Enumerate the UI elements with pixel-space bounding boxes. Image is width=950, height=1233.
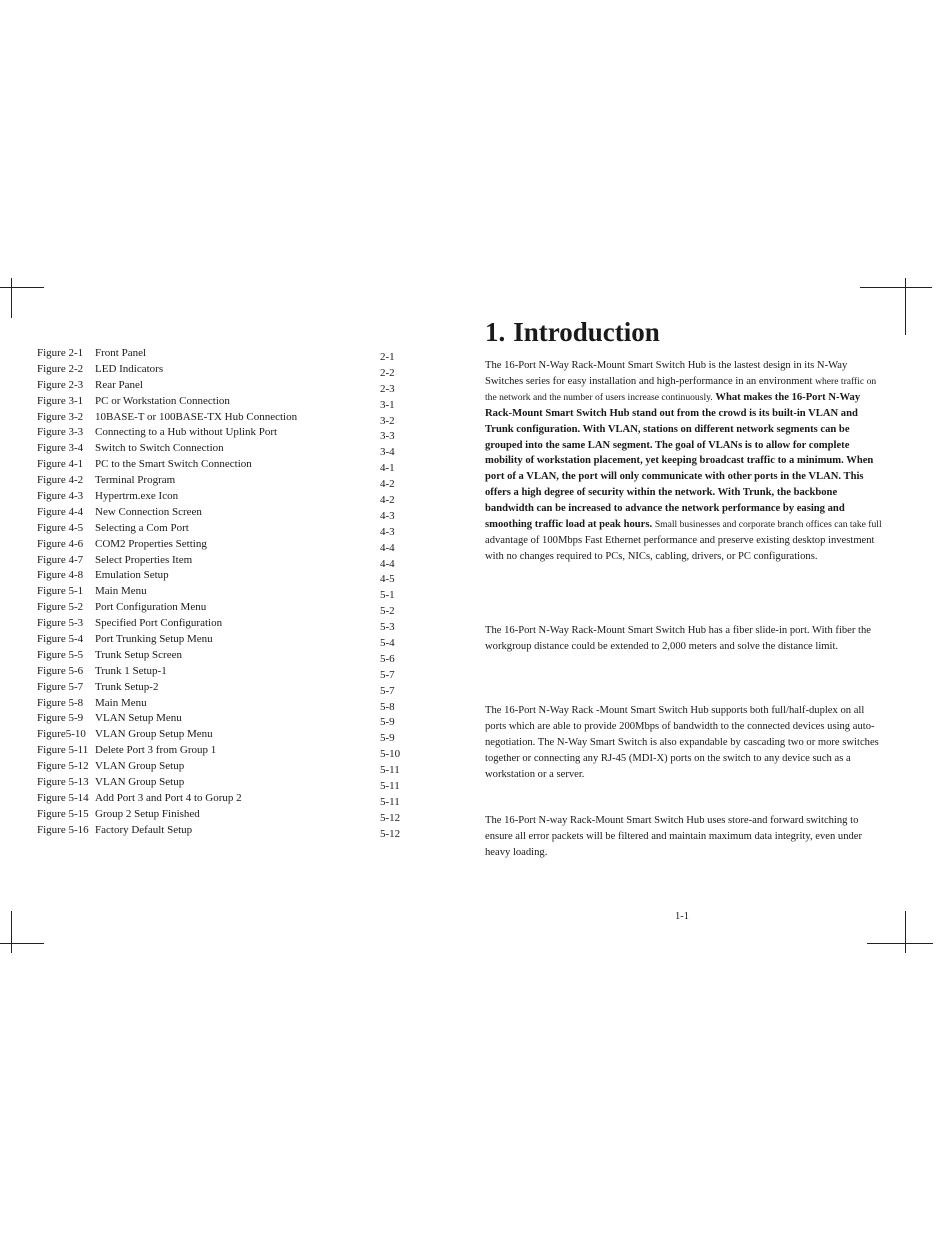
figure-number: Figure 5-4 [37,633,84,646]
figure-list-item [37,457,417,473]
figure-number: Figure 4-8 [37,569,84,582]
figure-page: 2-2 [380,366,395,379]
crop-mark [867,943,933,944]
figure-title: Switch to Switch Connection [95,442,224,455]
figure-number: Figure 5-15 [37,807,89,820]
figure-page: 5-12 [380,827,401,840]
paragraph-text: The 16-Port N-Way Rack-Mount Smart Switch Hub has a fiber slide-in port. With fiber the workgroup distance could be extended to 2,000 meters and solve the distance limit. [485,625,871,652]
figure-page: 4-2 [380,494,395,507]
figure-number: Figure 3-2 [37,410,84,423]
figure-number: Figure 4-5 [37,521,84,534]
figure-title: Trunk Setup Screen [95,648,182,661]
intro-text: The 16-Port N-Way Rack-Mount Smart Switch Hub is the lastest design in its N-Way Switches series for easy installation and high-performance in an environment [485,360,848,387]
figure-list-item [37,743,417,759]
figure-page: 3-1 [380,398,395,411]
figure-title: Front Panel [95,347,147,359]
figure-title: Port Trunking Setup Menu [95,633,213,646]
figure-list-item [37,410,417,426]
figure-title: VLAN Group Setup [95,760,185,773]
figure-number: Figure 4-7 [37,553,84,566]
figure-title: Group 2 Setup Finished [95,807,200,820]
figure-page: 4-4 [380,541,395,554]
figure-title: Main Menu [95,696,147,709]
crop-mark [905,278,906,335]
figure-page: 5-2 [380,605,395,618]
figure-list-item [37,537,417,553]
figure-title: VLAN Setup Menu [95,712,182,725]
figure-list-item [37,807,417,823]
figure-number: Figure 5-1 [37,585,84,598]
figure-page: 3-3 [380,430,395,443]
figure-page: 5-1 [380,589,395,602]
figure-list-item [37,775,417,791]
chapter-title: Introduction [513,317,660,347]
figure-title: Main Menu [95,585,147,598]
figure-page: 5-9 [380,716,395,729]
figure-number: Figure 5-9 [37,712,84,725]
figure-list-item [37,759,417,775]
figure-number: Figure 4-3 [37,490,84,503]
figure-title: New Connection Screen [95,505,202,518]
figure-number: Figure 4-1 [37,458,84,471]
figure-title: Connecting to a Hub without Uplink Port [95,426,278,439]
figure-title: Port Configuration Menu [95,601,207,614]
figure-number: Figure 2-2 [37,362,84,375]
figure-title: Factory Default Setup [95,823,193,836]
list-of-figures [37,346,417,839]
figure-title: PC or Workstation Connection [95,394,230,407]
page-number: 1-1 [675,911,689,922]
figure-title: COM2 Properties Setting [95,537,207,550]
figure-page: 5-11 [380,795,400,808]
figure-list-item [37,711,417,727]
figure-title: Add Port 3 and Port 4 to Gorup 2 [95,791,242,804]
figure-title: Rear Panel [95,378,143,391]
figure-number: Figure 5-3 [37,617,84,630]
figure-list-item [37,584,417,600]
figure-title: Selecting a Com Port [95,521,189,534]
crop-mark [11,911,12,953]
figure-number: Figure 3-1 [37,394,84,407]
figure-page: 5-9 [380,732,395,745]
figure-title: LED Indicators [95,362,164,375]
figure-list-item [37,823,417,839]
figure-page: 4-3 [380,525,395,538]
intro-paragraph-3 [485,703,885,783]
figure-page: 4-4 [380,557,395,570]
figure-title: 10BASE-T or 100BASE-TX Hub Connection [95,410,298,423]
crop-mark [11,278,12,318]
figure-title: Trunk Setup-2 [95,680,159,693]
figure-title: Delete Port 3 from Group 1 [95,744,217,757]
figure-number: Figure 5-7 [37,680,84,693]
figure-page: 5-12 [380,811,401,824]
figure-list-item [37,727,417,743]
figure-number: Figure 3-4 [37,442,84,455]
figure-number: Figure 5-2 [37,601,84,614]
figure-number: Figure 3-3 [37,426,84,439]
figure-number: Figure5-10 [37,728,86,741]
figure-list-item [37,489,417,505]
figure-list-item [37,425,417,441]
figure-list-item [37,791,417,807]
figure-number: Figure 4-6 [37,537,84,550]
figure-list-item [37,632,417,648]
figure-page: 2-1 [380,351,395,363]
figure-list-item [37,696,417,712]
chapter-number: 1. [485,317,506,347]
figure-list-item [37,521,417,537]
figure-number: Figure 5-5 [37,648,84,661]
figure-number: Figure 5-16 [37,823,89,836]
intro-text-small: Small businesses and corporate branch offices can take full [654,519,882,531]
figure-number: Figure 4-4 [37,505,84,518]
figure-number: Figure 5-8 [37,696,84,709]
intro-paragraph-2 [485,623,885,655]
figure-number: Figure 5-13 [37,776,89,789]
figure-number: Figure 2-3 [37,378,84,391]
figure-list-item [37,362,417,378]
figure-page: 4-2 [380,478,395,491]
figure-list-item [37,680,417,696]
figure-list-item [37,616,417,632]
figure-page: 5-11 [380,764,400,777]
figure-list-item [37,568,417,584]
intro-paragraph-4 [485,813,885,861]
figure-page: 5-11 [380,780,400,793]
crop-mark [0,287,44,288]
figure-list-item [37,473,417,489]
figure-page: 4-3 [380,509,395,522]
figure-list-item [37,441,417,457]
figure-number: Figure 5-14 [37,791,89,804]
figure-title: VLAN Group Setup Menu [95,728,213,741]
figure-number: Figure 2-1 [37,347,84,359]
figure-page: 5-10 [380,748,401,761]
figure-page: 5-7 [380,684,395,697]
figure-page: 4-5 [380,573,395,586]
figure-page: 5-7 [380,668,395,681]
figure-number: Figure 4-2 [37,474,84,487]
paragraph-text: The 16-Port N-Way Rack -Mount Smart Switch Hub supports both full/half-duplex on all ports which are able to provide 200Mbps of bandwidth to the connected devices using auto-negotiation. The N-Way Smart Switch is also expandable by cascading two or more switches together or connecting any RJ-45 (MDI-X) ports on the switch to any device such as a workstation or a server. [485,705,879,780]
figure-list-item [37,505,417,521]
figure-page: 2-3 [380,382,395,395]
intro-text: advantage of 100Mbps Fast Ethernet performance and preserve existing desktop investment with no changes required to PCs, NICs, cabling, drivers, or PC configurations. [485,534,875,562]
figure-page: 5-3 [380,621,395,634]
figure-title: Hypertrm.exe Icon [95,490,179,503]
figure-number: Figure 5-6 [37,664,84,677]
figure-list-item [37,648,417,664]
figure-list-item [37,664,417,680]
figure-title: Trunk 1 Setup-1 [95,664,167,677]
crop-mark [905,911,906,953]
figure-number: Figure 5-11 [37,744,89,757]
figure-title: Select Properties Item [95,553,193,566]
figure-page: 4-1 [380,462,395,475]
figure-title: VLAN Group Setup [95,776,185,789]
figure-list-item [37,346,417,362]
figure-list-item [37,394,417,410]
crop-mark [0,943,44,944]
figure-title: Specified Port Configuration [95,617,223,630]
figure-title: PC to the Smart Switch Connection [95,458,252,471]
figure-number: Figure 5-12 [37,760,89,773]
figure-page: 3-2 [380,414,395,427]
figure-title: Terminal Program [95,474,176,487]
paragraph-text: The 16-Port N-way Rack-Mount Smart Switch Hub uses store-and forward switching to ensure all error packets will be filtered and maintain maximum data integrity, even under heavy loading. [485,815,863,858]
intro-text-small: where traffic on the network and the number of users increase continuously. [485,375,877,403]
figure-page: 5-8 [380,700,395,713]
figure-title: Emulation Setup [95,569,169,582]
figure-list-item [37,600,417,616]
figure-page: 5-4 [380,637,395,650]
figure-page: 3-4 [380,446,395,459]
crop-mark [860,287,932,288]
figure-list-item [37,378,417,394]
intro-text-bold: What makes the 16-Port N-Way Rack-Mount Smart Switch Hub stand out from the crowd is its built-in VLAN and Trunk configuration. With VLAN, stations on different network segments can be grouped into the same LAN segment. The goal of VLANs is to allow for complete mobility of workstation placement, yet keeping broadcast traffic to a minimum. When port of a VLAN, the port will only communicate with other ports in the VLAN. This offers a high degree of security within the network. With Trunk, the backbone bandwidth can be increased to advance the network performance by easing and smoothing traffic load at peak hours. [485,391,874,531]
figure-page: 5-6 [380,652,395,665]
figure-list-item [37,553,417,569]
intro-paragraph-1 [485,358,885,565]
chapter-heading [485,314,660,350]
